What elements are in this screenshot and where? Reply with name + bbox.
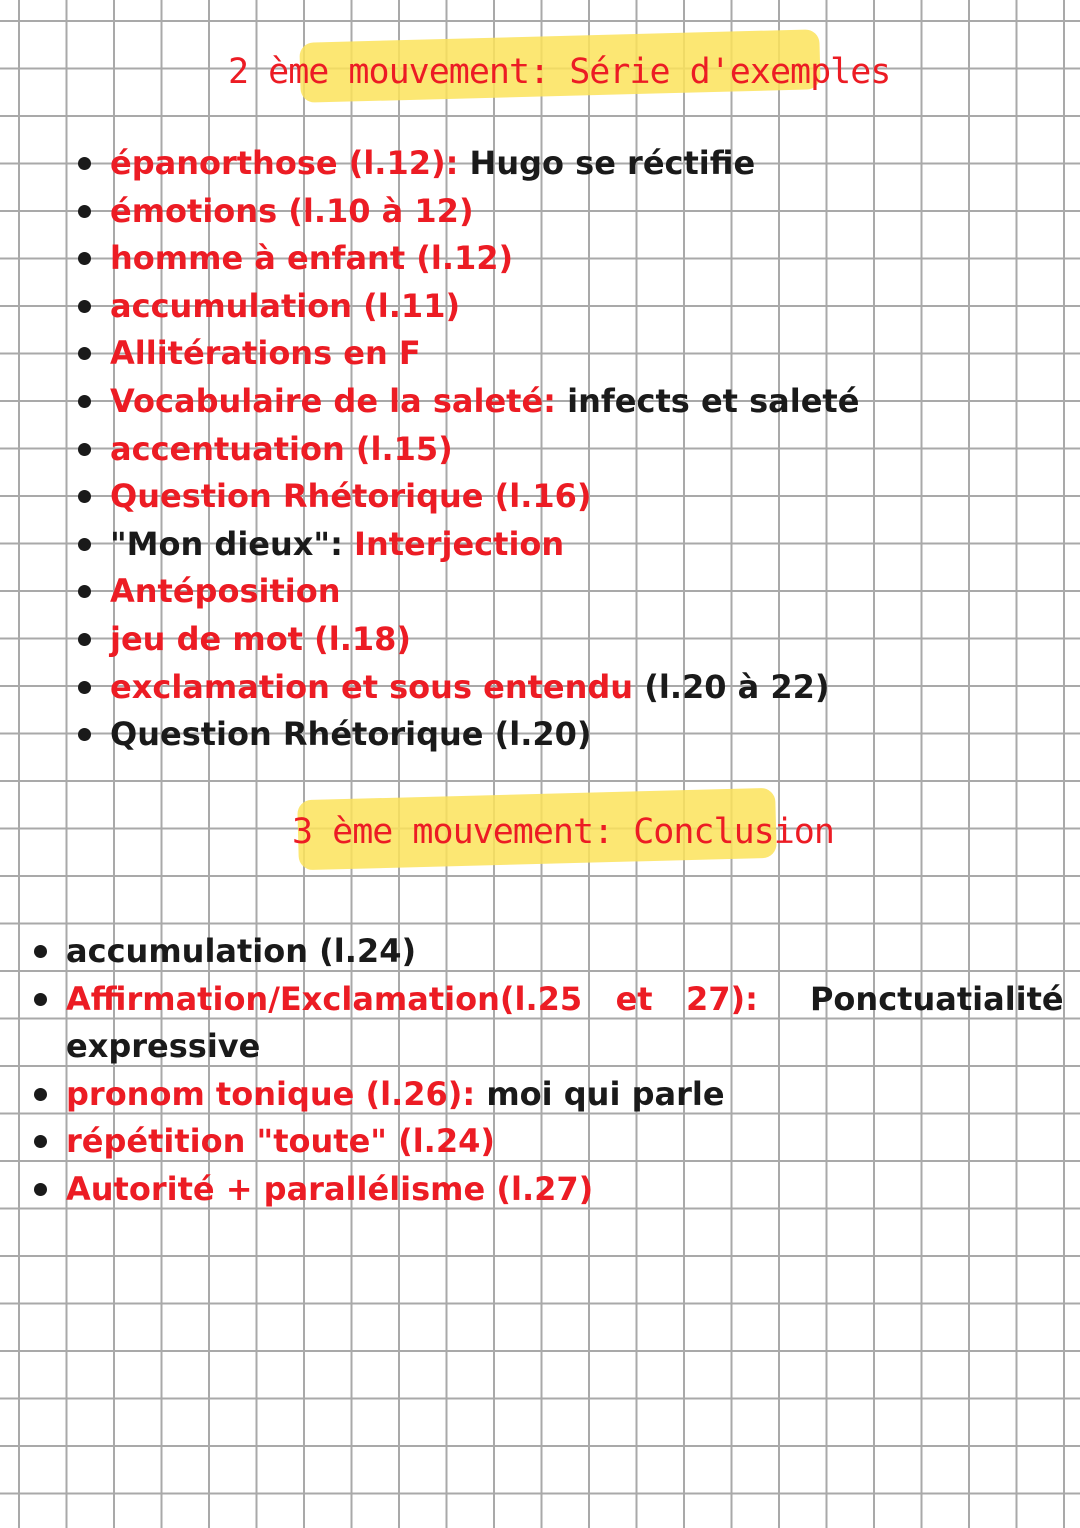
bullet-icon — [78, 728, 91, 741]
list-item: Allitérations en F — [74, 330, 859, 378]
list-item: accumulation (l.11) — [74, 283, 859, 331]
section-2-heading — [228, 52, 890, 92]
list-item: Affirmation/Exclamation(l.25 et 27): Ponctuatialité — [30, 976, 1064, 1024]
bullet-icon — [78, 443, 91, 456]
section-3-heading-text: 3 ème mouvement: Conclusion — [292, 812, 834, 852]
bullet-icon — [34, 993, 47, 1006]
list-item: Question Rhétorique (l.20) — [74, 711, 859, 759]
list-item: Autorité + parallélisme (l.27) — [30, 1166, 1064, 1214]
list-item: répétition "toute" (l.24) — [30, 1118, 1064, 1166]
section-3-heading — [292, 812, 834, 852]
list-item: Antéposition — [74, 568, 859, 616]
section-3-list — [30, 928, 1064, 1214]
bullet-icon — [34, 1183, 47, 1196]
bullet-icon — [78, 347, 91, 360]
list-item: accumulation (l.24) — [30, 928, 1064, 976]
section-2-heading-topic: Série d'exemples — [569, 52, 891, 92]
list-item: jeu de mot (l.18) — [74, 616, 859, 664]
section-2-list — [74, 140, 859, 759]
bullet-icon — [78, 395, 91, 408]
list-item: homme à enfant (l.12) — [74, 235, 859, 283]
list-item: Question Rhétorique (l.16) — [74, 473, 859, 521]
list-item: accentuation (l.15) — [74, 426, 859, 474]
list-item: pronom tonique (l.26): moi qui parle — [30, 1071, 1064, 1119]
bullet-icon — [78, 538, 91, 551]
section-2-heading-number: 2 ème mouvement: — [228, 52, 570, 92]
bullet-icon — [78, 205, 91, 218]
bullet-icon — [78, 585, 91, 598]
list-item: émotions (l.10 à 12) — [74, 188, 859, 236]
bullet-icon — [34, 1135, 47, 1148]
list-item: Vocabulaire de la saleté: infects et saleté — [74, 378, 859, 426]
bullet-icon — [78, 300, 91, 313]
bullet-icon — [34, 945, 47, 958]
list-item: exclamation et sous entendu (l.20 à 22) — [74, 664, 859, 712]
bullet-icon — [78, 490, 91, 503]
list-item-continuation: expressive — [66, 1027, 261, 1066]
list-item: "Mon dieux": Interjection — [74, 521, 859, 569]
bullet-icon — [78, 633, 91, 646]
bullet-icon — [78, 157, 91, 170]
bullet-icon — [34, 1088, 47, 1101]
bullet-icon — [78, 681, 91, 694]
bullet-icon — [78, 252, 91, 265]
list-item: épanorthose (l.12): Hugo se réctifie — [74, 140, 859, 188]
